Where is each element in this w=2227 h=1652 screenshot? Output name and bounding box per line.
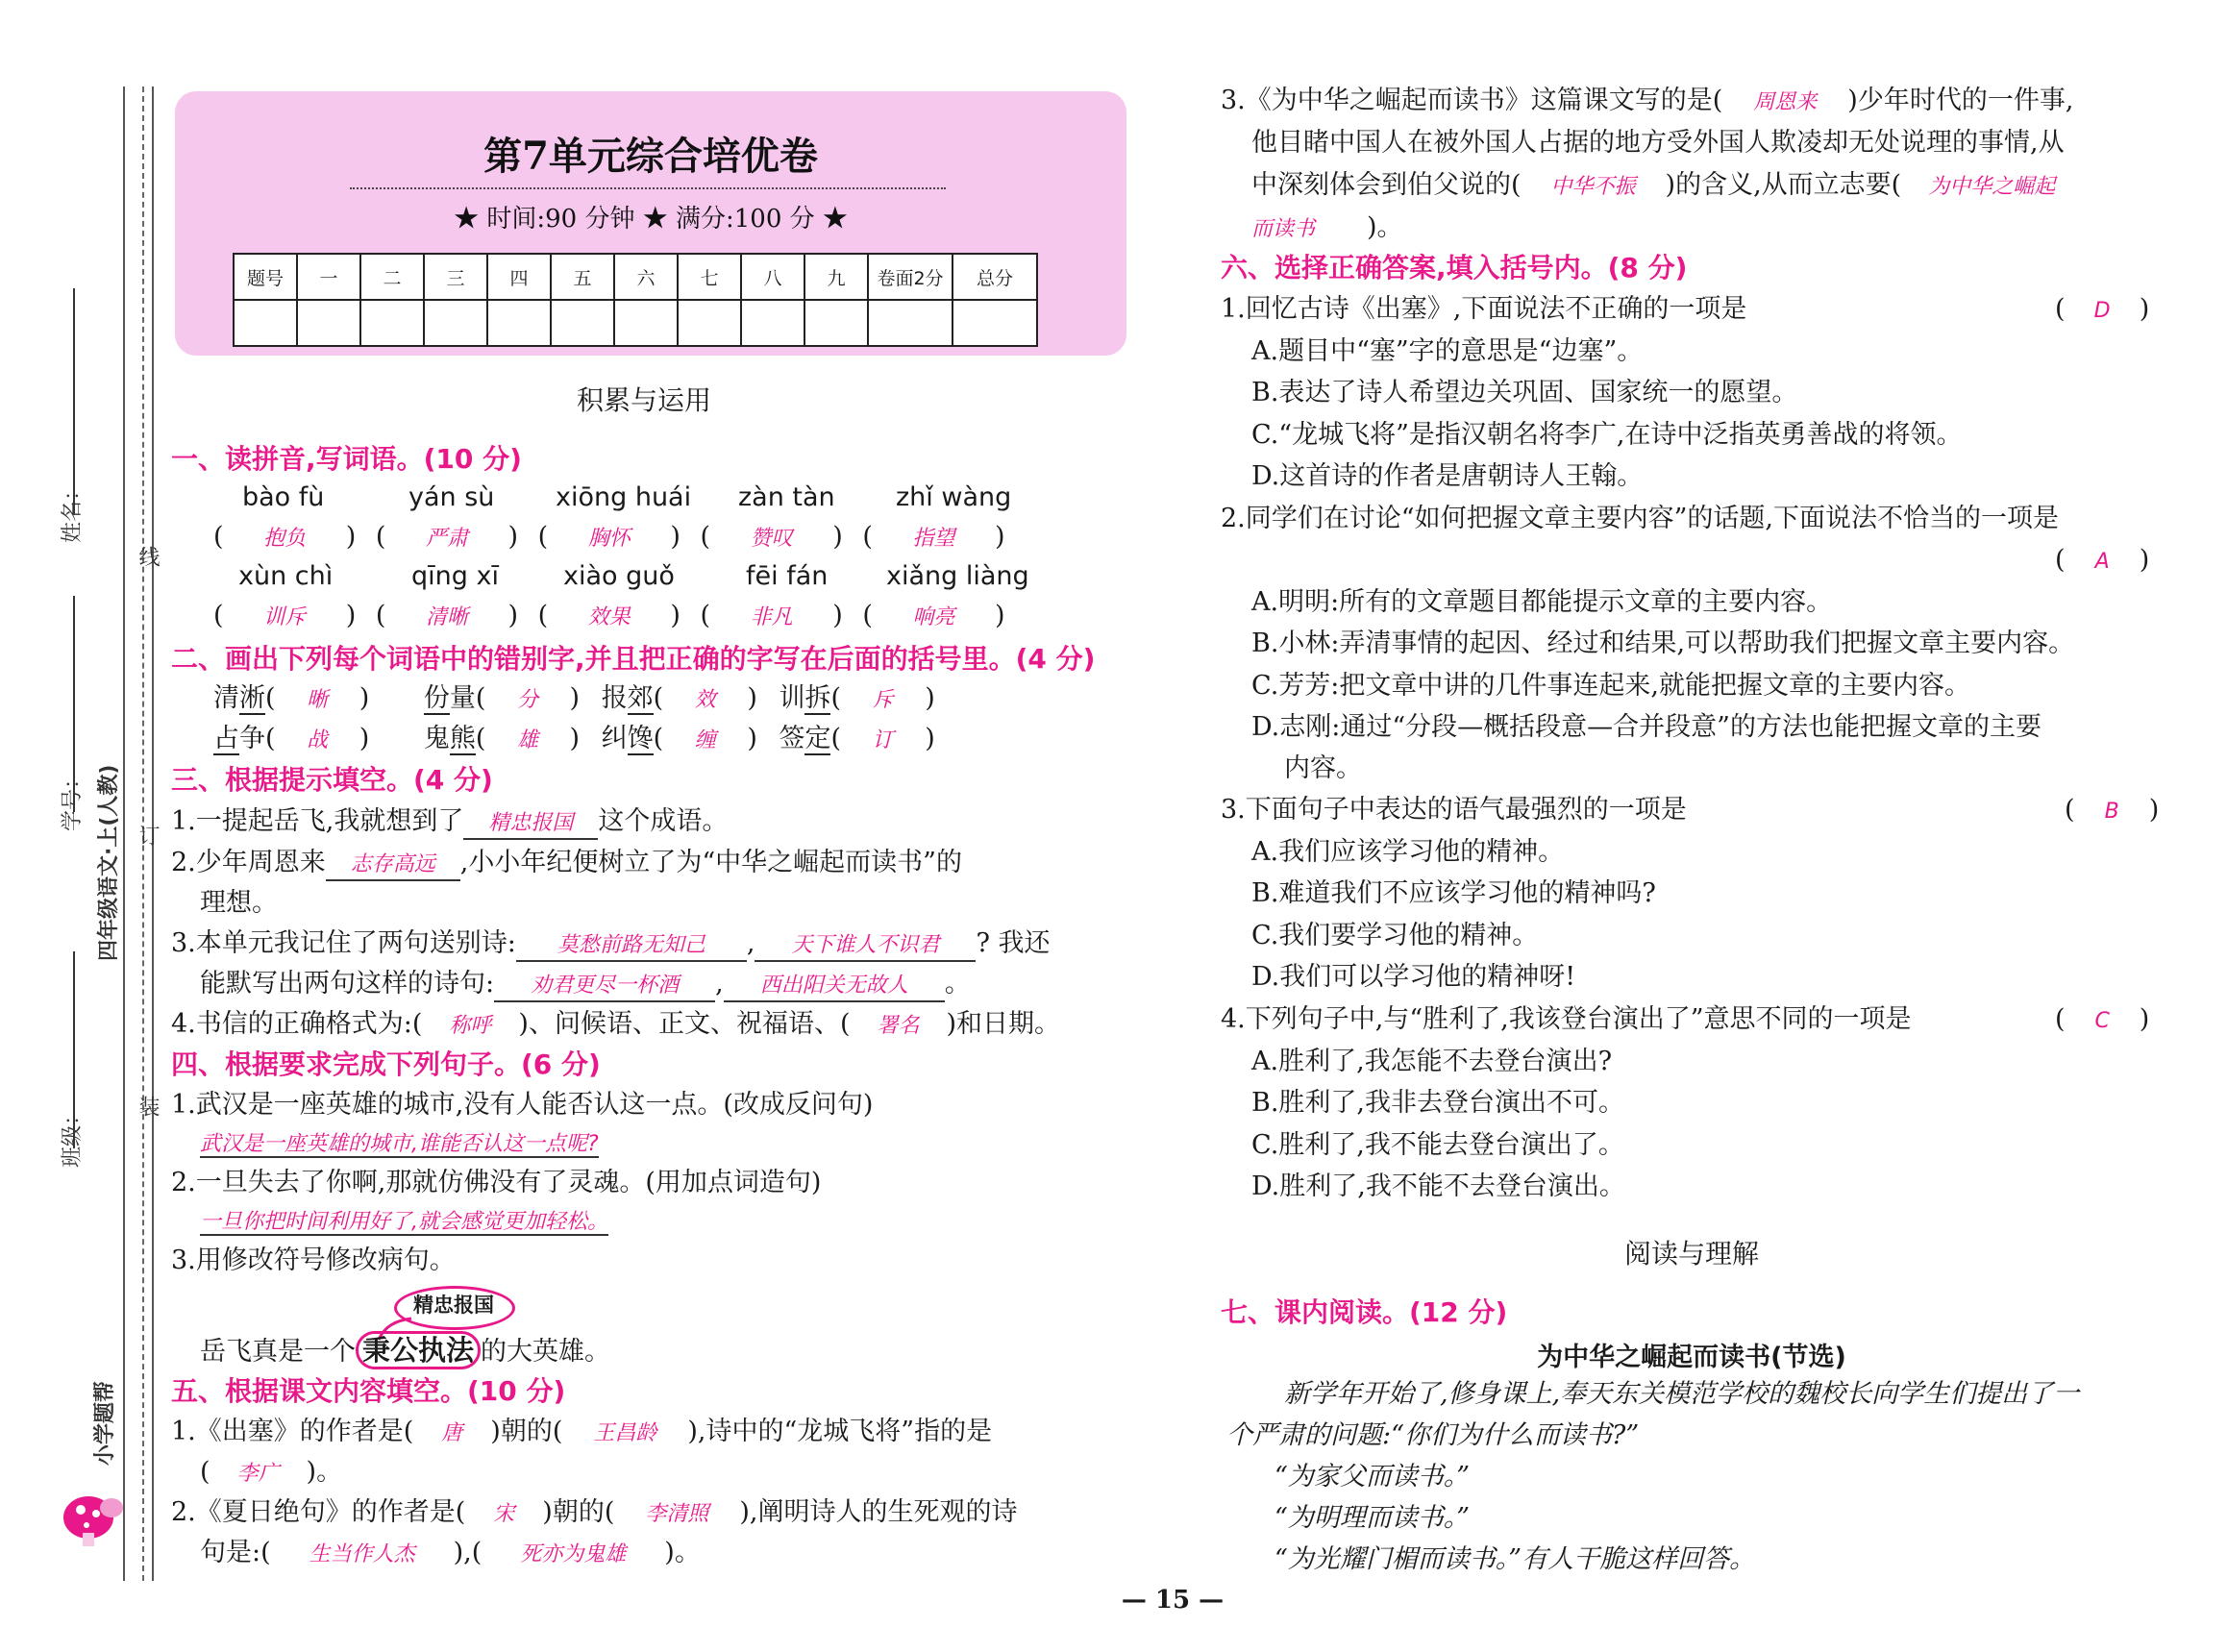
s6-q2-answer: ( A ) <box>2055 545 2150 575</box>
wrong-char[interactable]: 淅 <box>239 683 265 713</box>
score-header: 九 <box>804 254 868 300</box>
s5-q3-line4: 而读书 )。 <box>1251 212 1403 242</box>
score-header: 二 <box>360 254 424 300</box>
answer: 训斥 <box>263 605 307 629</box>
score-cell[interactable] <box>424 300 487 346</box>
answer: 清晰 <box>425 605 468 629</box>
title-divider <box>350 187 946 189</box>
score-cell[interactable] <box>804 300 868 346</box>
pinyin: zhǐ wàng <box>896 482 1012 512</box>
option[interactable]: A.我们应该学习他的精神。 <box>1251 837 1565 867</box>
score-cell[interactable] <box>868 300 953 346</box>
score-header: 七 <box>678 254 741 300</box>
pinyin: zàn tàn <box>738 482 835 512</box>
s3-q3-cont: 能默写出两句这样的诗句: 劝君更尽一杯酒 , 西出阳关无故人 。 <box>200 966 971 1002</box>
score-cell[interactable] <box>741 300 804 346</box>
s4-q3-sentence: 岳飞真是一个 秉公执法 的大英雄。 <box>200 1332 610 1370</box>
number-line <box>73 596 75 812</box>
pinyin: xiōng huái <box>556 482 692 512</box>
cut-mark-ding: 订 <box>136 825 160 846</box>
s5-q3: 3.《为中华之崛起而读书》这篇课文写的是( 周恩来 )少年时代的一件事, <box>1221 86 2074 115</box>
score-header: 题号 <box>234 254 297 300</box>
cut-mark-xian: 线 <box>136 546 160 567</box>
s3-q2: 2.少年周恩来 志存高远 ,小小年纪便树立了为“中华之崛起而读书”的 <box>171 845 962 881</box>
score-cell[interactable] <box>234 300 297 346</box>
wrong-char[interactable]: 定 <box>804 724 831 753</box>
pinyin: yán sù <box>408 482 495 512</box>
s4-a1: 武汉是一座英雄的城市,谁能否认这一点呢? <box>200 1132 599 1156</box>
score-header: 卷面2分 <box>868 254 953 300</box>
s4-a2: 一旦你把时间利用好了,就会感觉更加轻松。 <box>200 1210 608 1234</box>
score-header: 三 <box>424 254 487 300</box>
mushroom-logo <box>60 1485 127 1552</box>
exam-subtitle: ★ 时间:90 分钟 ★ 满分:100 分 ★ <box>454 205 848 234</box>
option-continued: 内容。 <box>1284 753 1362 783</box>
answer: 胸怀 <box>587 527 631 551</box>
answer: 严肃 <box>425 527 468 551</box>
pinyin: xùn chì <box>238 561 334 591</box>
header-box <box>175 91 1126 356</box>
s5-q3-line2: 他目睹中国人在被外国人占据的地方受外国人欺凌却无处说理的事情,从 <box>1251 128 2065 158</box>
score-cell[interactable] <box>678 300 741 346</box>
score-cell[interactable] <box>360 300 424 346</box>
page-title: 第7单元综合培优卷 <box>483 134 818 179</box>
pinyin: bào fù <box>242 482 325 512</box>
wrong-char[interactable]: 馋 <box>627 724 654 753</box>
passage-line: “为光耀门楣而读书。”有人干脆这样回答。 <box>1274 1544 1756 1574</box>
score-header: 四 <box>487 254 551 300</box>
s6-q4-answer: ( C ) <box>2055 1004 2150 1034</box>
s5-q2-cont: 句是:( 生当作人杰 ),( 死亦为鬼雄 )。 <box>200 1538 701 1567</box>
pinyin: fēi fán <box>746 561 829 591</box>
answer: 赞叹 <box>750 527 793 551</box>
part-title-reading: 阅读与理解 <box>1623 1238 1759 1270</box>
section-1-title: 一、读拼音,写词语。(10 分) <box>171 443 522 475</box>
option[interactable]: D.这首诗的作者是唐朝诗人王翰。 <box>1251 461 1644 491</box>
option[interactable]: C.我们要学习他的精神。 <box>1251 921 1539 950</box>
name-label: 姓名： <box>61 479 85 543</box>
answer: 指望 <box>912 527 955 551</box>
name-line <box>73 288 75 514</box>
s4-q2: 2.一旦失去了你啊,那就仿佛没有了灵魂。(用加点词造句) <box>171 1168 822 1197</box>
section-3-title: 三、根据提示填空。(4 分) <box>171 764 493 796</box>
answer: 抱负 <box>263 527 307 551</box>
section-4-title: 四、根据要求完成下列句子。(6 分) <box>171 1048 601 1080</box>
section-2-title: 二、画出下列每个词语中的错别字,并且把正确的字写在后面的括号里。(4 分) <box>171 643 1096 675</box>
wrong-char[interactable]: 占 <box>213 724 239 753</box>
section-7-title: 七、课内阅读。(12 分) <box>1221 1296 1508 1328</box>
wrong-char[interactable]: 份 <box>423 683 450 713</box>
passage-line: 新学年开始了,修身课上,奉天东关模范学校的魏校长向学生们提出了一 <box>1284 1379 2080 1409</box>
passage-line: “为家父而读书。” <box>1274 1462 1471 1492</box>
wrong-char[interactable]: 熊 <box>449 724 476 753</box>
pinyin: xiào guǒ <box>563 561 675 591</box>
option[interactable]: A.明明:所有的文章题目都能提示文章的主要内容。 <box>1251 587 1833 617</box>
wrong-char[interactable]: 郊 <box>627 683 654 713</box>
s6-q3-answer: ( B ) <box>2065 795 2160 825</box>
number-label: 学号： <box>61 767 85 831</box>
s4-q1: 1.武汉是一座英雄的城市,没有人能否认这一点。(改成反问句) <box>171 1090 874 1120</box>
s6-q1-answer: ( D ) <box>2055 294 2150 324</box>
s4-q3: 3.用修改符号修改病句。 <box>171 1245 456 1275</box>
section-6-title: 六、选择正确答案,填入括号内。(8 分) <box>1221 252 1688 284</box>
margin-line <box>123 86 125 1581</box>
option[interactable]: B.小林:弄清事情的起因、经过和结果,可以帮助我们把握文章主要内容。 <box>1251 629 2075 658</box>
option[interactable]: C.胜利了,我不能去登台演出了。 <box>1251 1130 1624 1160</box>
passage-title: 为中华之崛起而读书(节选) <box>1537 1343 1846 1372</box>
option[interactable]: D.胜利了,我不能不去登台演出。 <box>1251 1171 1625 1201</box>
option[interactable]: B.表达了诗人希望边关巩固、国家统一的愿望。 <box>1251 378 1798 407</box>
option[interactable]: A.胜利了,我怎能不去登台演出? <box>1251 1047 1613 1076</box>
score-header: 总分 <box>953 254 1037 300</box>
score-table <box>233 253 1038 347</box>
pinyin: xiǎng liàng <box>886 561 1029 591</box>
option[interactable]: C.芳芳:把文章中讲的几件事连起来,就能把握文章的主要内容。 <box>1251 671 1970 701</box>
pinyin-answer-row-2: ( 训斥 ) ( 清晰 ) ( 效果 ) ( 非凡 ) ( 响亮 ) <box>213 598 1005 636</box>
wrong-char[interactable]: 拆 <box>804 683 831 713</box>
s3-q2-cont: 理想。 <box>200 888 278 918</box>
cut-mark-zhuang: 装 <box>136 1096 160 1117</box>
passage-line: “为明理而读书。” <box>1274 1503 1471 1533</box>
typo-row-1: 清淅( 晰 ) 份量( 分 ) 报郊( 效 ) 训拆( 斥 ) <box>213 683 935 713</box>
s5-q2: 2.《夏日绝句》的作者是( 宋 )朝的( 李清照 ),阐明诗人的生死观的诗 <box>171 1497 1018 1527</box>
score-cell[interactable] <box>953 300 1037 346</box>
class-label: 班级： <box>61 1103 85 1168</box>
s6-q3: 3.下面句子中表达的语气最强烈的一项是 <box>1221 795 1687 825</box>
s6-q4: 4.下列句子中,与“胜利了,我该登台演出了”意思不同的一项是 <box>1221 1004 1912 1034</box>
s3-q1: 1.一提起岳飞,我就想到了 精忠报国 这个成语。 <box>171 803 728 840</box>
page-number: — 15 — <box>1121 1586 1225 1615</box>
option[interactable]: D.志刚:通过“分段—概括段意—合并段意”的方法也能把握文章的主要 <box>1251 712 2041 742</box>
score-cell[interactable] <box>487 300 551 346</box>
s5-q1-cont: ( 李广 )。 <box>200 1457 343 1487</box>
score-header: 八 <box>741 254 804 300</box>
option[interactable]: B.胜利了,我非去登台演出不可。 <box>1251 1088 1625 1118</box>
pinyin: qīng xī <box>411 561 499 591</box>
part-title-accumulation: 积累与运用 <box>576 384 711 416</box>
option[interactable]: A.题目中“塞”字的意思是“边塞”。 <box>1251 336 1644 366</box>
score-cell[interactable] <box>297 300 360 346</box>
s6-q1: 1.回忆古诗《出塞》,下面说法不正确的一项是 <box>1221 294 1747 324</box>
option[interactable]: C.“龙城飞将”是指汉朝名将李广,在诗中泛指英勇善战的将领。 <box>1251 420 1963 450</box>
score-header: 六 <box>614 254 678 300</box>
passage-line: 个严肃的问题:“你们为什么而读书?” <box>1226 1420 1640 1450</box>
s6-q2: 2.同学们在讨论“如何把握文章主要内容”的话题,下面说法不恰当的一项是 <box>1221 504 2059 533</box>
s3-q3: 3.本单元我记住了两句送别诗: 莫愁前路无知己 , 天下谁人不识君 ? 我还 <box>171 925 1051 962</box>
option[interactable]: B.难道我们不应该学习他的精神吗? <box>1251 878 1656 908</box>
answer: 响亮 <box>912 605 955 629</box>
score-cell[interactable] <box>614 300 678 346</box>
brand-label: 小学题帮 <box>93 1380 117 1466</box>
score-cell[interactable] <box>551 300 614 346</box>
grade-label: 四年级语文·上(人教) <box>97 764 121 961</box>
answer: 效果 <box>587 605 631 629</box>
score-header: 一 <box>297 254 360 300</box>
correction-text: 精忠报国 <box>413 1294 494 1317</box>
s3-q4: 4.书信的正确格式为:( 称呼 )、问候语、正文、祝福语、( 署名 )和日期。 <box>171 1009 1061 1039</box>
score-header: 五 <box>551 254 614 300</box>
s5-q3-line3: 中深刻体会到伯父说的( 中华不振 )的含义,从而立志要( 为中华之崛起 <box>1251 170 2056 200</box>
answer: 非凡 <box>750 605 793 629</box>
s5-q1: 1.《出塞》的作者是( 唐 )朝的( 王昌龄 ),诗中的“龙城飞将”指的是 <box>171 1417 993 1446</box>
section-5-title: 五、根据课文内容填空。(10 分) <box>171 1375 566 1407</box>
pinyin-answer-row-1: ( 抱负 ) ( 严肃 ) ( 胸怀 ) ( 赞叹 ) ( 指望 ) <box>213 519 1005 557</box>
typo-row-2: 占争( 战 ) 鬼熊( 雄 ) 纠馋( 缠 ) 签定( 订 ) <box>213 724 935 753</box>
option[interactable]: D.我们可以学习他的精神呀! <box>1251 962 1576 992</box>
class-line <box>73 951 75 1148</box>
wrong-phrase[interactable]: 秉公执法 <box>356 1331 481 1369</box>
